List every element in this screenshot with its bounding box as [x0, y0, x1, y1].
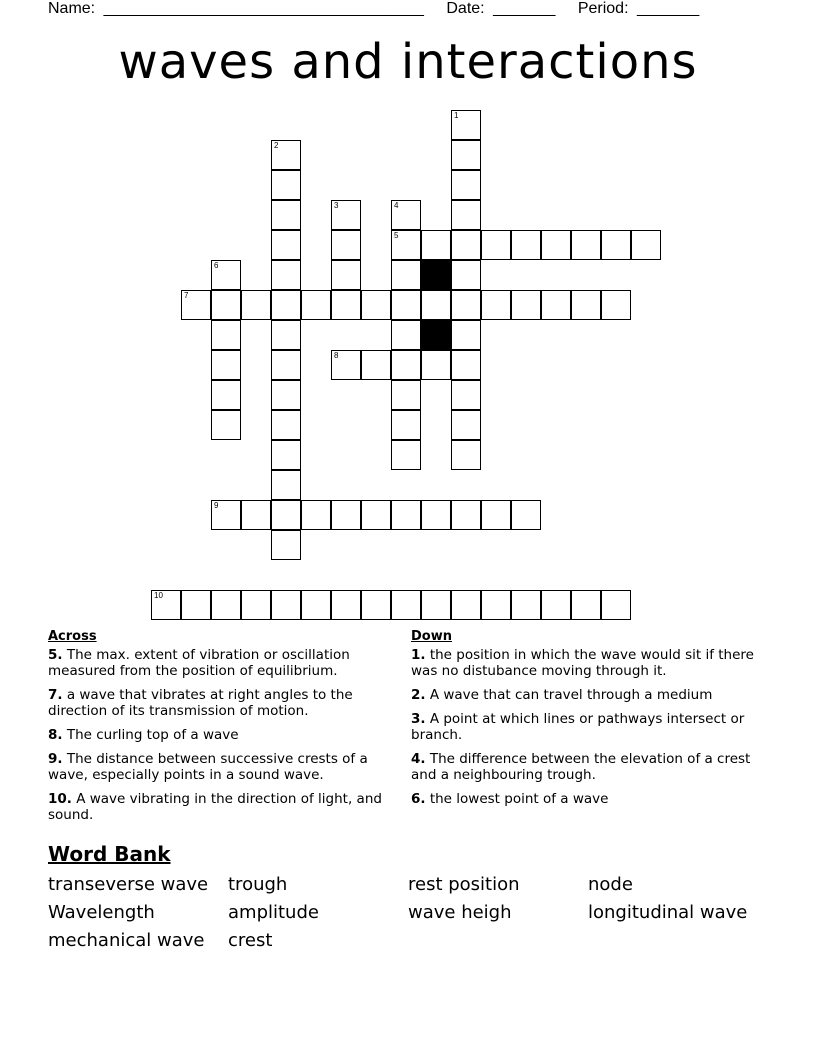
- crossword-cell[interactable]: [571, 290, 601, 320]
- across-clues: [48, 629, 393, 831]
- crossword-cell[interactable]: [421, 590, 451, 620]
- blocked-cell: [421, 260, 451, 290]
- crossword-cell[interactable]: [421, 350, 451, 380]
- crossword-cell[interactable]: [361, 350, 391, 380]
- crossword-cell[interactable]: [271, 500, 301, 530]
- crossword-cell[interactable]: [271, 410, 301, 440]
- crossword-cell[interactable]: [451, 410, 481, 440]
- crossword-cell[interactable]: [451, 350, 481, 380]
- crossword-cell[interactable]: [391, 440, 421, 470]
- word-bank-word: amplitude: [228, 902, 319, 923]
- crossword-cell[interactable]: [451, 230, 481, 260]
- word-bank-word: rest position: [408, 874, 520, 895]
- crossword-cell[interactable]: [391, 350, 421, 380]
- crossword-cell[interactable]: [361, 590, 391, 620]
- crossword-cell[interactable]: [271, 200, 301, 230]
- crossword-cell[interactable]: [451, 110, 481, 140]
- clue-number: 9: [214, 501, 219, 510]
- crossword-cell[interactable]: [241, 590, 271, 620]
- crossword-cell[interactable]: [361, 290, 391, 320]
- crossword-cell[interactable]: [391, 230, 421, 260]
- crossword-cell[interactable]: [331, 230, 361, 260]
- crossword-cell[interactable]: [481, 590, 511, 620]
- crossword-cell[interactable]: [331, 200, 361, 230]
- crossword-cell[interactable]: [331, 590, 361, 620]
- crossword-cell[interactable]: [331, 350, 361, 380]
- clue-number: 5: [394, 231, 399, 240]
- crossword-cell[interactable]: [271, 260, 301, 290]
- crossword-cell[interactable]: [451, 440, 481, 470]
- clue-down-3: 3. A point at which lines or pathways intersect or branch.: [411, 711, 745, 743]
- crossword-cell[interactable]: [301, 590, 331, 620]
- crossword-cell[interactable]: [571, 230, 601, 260]
- word-bank-word: transeverse wave: [48, 874, 209, 895]
- crossword-cell[interactable]: [391, 500, 421, 530]
- crossword-cell[interactable]: [391, 380, 421, 410]
- clue-number: 3: [334, 201, 339, 210]
- crossword-cell[interactable]: [211, 500, 241, 530]
- crossword-cell[interactable]: [271, 140, 301, 170]
- crossword-cell[interactable]: [451, 140, 481, 170]
- crossword-cell[interactable]: [271, 470, 301, 500]
- word-bank-word: crest: [228, 930, 273, 951]
- name-field[interactable]: ____________________________________: [103, 0, 424, 17]
- crossword-cell[interactable]: [451, 200, 481, 230]
- word-bank-word: Wavelength: [48, 902, 155, 923]
- crossword-cell[interactable]: [451, 590, 481, 620]
- crossword-cell[interactable]: [511, 230, 541, 260]
- across-heading: Across: [48, 629, 97, 644]
- crossword-cell[interactable]: [391, 200, 421, 230]
- crossword-cell[interactable]: [481, 290, 511, 320]
- crossword-cell[interactable]: [451, 170, 481, 200]
- crossword-cell[interactable]: [511, 500, 541, 530]
- crossword-cell[interactable]: [601, 590, 631, 620]
- crossword-cell[interactable]: [391, 590, 421, 620]
- crossword-cell[interactable]: [451, 380, 481, 410]
- crossword-cell[interactable]: [301, 290, 331, 320]
- date-field[interactable]: _______: [493, 0, 556, 17]
- crossword-cell[interactable]: [451, 260, 481, 290]
- crossword-cell[interactable]: [271, 530, 301, 560]
- crossword-cell[interactable]: [421, 230, 451, 260]
- crossword-cell[interactable]: [211, 380, 241, 410]
- crossword-cell[interactable]: [331, 260, 361, 290]
- crossword-cell[interactable]: [181, 290, 211, 320]
- crossword-cell[interactable]: [241, 500, 271, 530]
- crossword-cell[interactable]: [421, 290, 451, 320]
- clue-down-1: 1. the position in which the wave would sit if there was no distubance moving through it.: [411, 647, 754, 679]
- crossword-cell[interactable]: [571, 590, 601, 620]
- crossword-cell[interactable]: [271, 350, 301, 380]
- crossword-cell[interactable]: [451, 290, 481, 320]
- clue-down-6: 6. the lowest point of a wave: [411, 791, 609, 807]
- clue-number: 10: [154, 591, 163, 600]
- crossword-cell[interactable]: [541, 590, 571, 620]
- clue-number: 8: [334, 351, 339, 360]
- crossword-cell[interactable]: [481, 500, 511, 530]
- crossword-cell[interactable]: [601, 290, 631, 320]
- clue-across-9: 9. The distance between successive crests of a wave, especially points in a sound wave.: [48, 751, 368, 783]
- crossword-cell[interactable]: [241, 290, 271, 320]
- crossword-cell[interactable]: [211, 260, 241, 290]
- clue-across-5: 5. The max. extent of vibration or oscillation measured from the position of equilibrium.: [48, 647, 350, 679]
- crossword-cell[interactable]: [271, 590, 301, 620]
- down-heading: Down: [411, 629, 452, 644]
- crossword-cell[interactable]: [211, 410, 241, 440]
- name-label: Name:: [48, 0, 96, 17]
- crossword-cell[interactable]: [271, 170, 301, 200]
- down-clues: [411, 629, 761, 815]
- crossword-cell[interactable]: [421, 500, 451, 530]
- crossword-cell[interactable]: [211, 290, 241, 320]
- page-title: waves and interactions: [118, 34, 698, 90]
- crossword-cell[interactable]: [391, 320, 421, 350]
- crossword-cell[interactable]: [391, 290, 421, 320]
- clue-number: 6: [214, 261, 219, 270]
- clue-down-4: 4. The difference between the elevation of a crest and a neighbouring trough.: [411, 751, 751, 783]
- crossword-cell[interactable]: [271, 230, 301, 260]
- word-bank-word: longitudinal wave: [588, 902, 748, 923]
- crossword-cell[interactable]: [271, 320, 301, 350]
- word-bank-word: mechanical wave: [48, 930, 205, 951]
- clue-across-8: 8. The curling top of a wave: [48, 727, 239, 743]
- crossword-cell[interactable]: [331, 290, 361, 320]
- clue-number: 2: [274, 141, 279, 150]
- crossword-cell[interactable]: [271, 440, 301, 470]
- crossword-cell[interactable]: [481, 230, 511, 260]
- crossword-cell[interactable]: [211, 590, 241, 620]
- blocked-cell: [421, 320, 451, 350]
- crossword-cell[interactable]: [601, 230, 631, 260]
- crossword-cell[interactable]: [451, 320, 481, 350]
- crossword-cell[interactable]: [211, 320, 241, 350]
- crossword-cell[interactable]: [151, 590, 181, 620]
- crossword-cell[interactable]: [361, 500, 391, 530]
- clue-number: 7: [184, 291, 189, 300]
- crossword-cell[interactable]: [301, 500, 331, 530]
- clue-across-10: 10. A wave vibrating in the direction of light, and sound.: [48, 791, 382, 823]
- crossword-cell[interactable]: [331, 500, 361, 530]
- crossword-cell[interactable]: [391, 410, 421, 440]
- crossword-cell[interactable]: [271, 290, 301, 320]
- clue-number: 1: [454, 111, 459, 120]
- crossword-cell[interactable]: [181, 590, 211, 620]
- clue-down-2: 2. A wave that can travel through a medium: [411, 687, 713, 703]
- crossword-cell[interactable]: [541, 290, 571, 320]
- clue-number: 4: [394, 201, 399, 210]
- clue-across-7: 7. a wave that vibrates at right angles to the direction of its transmission of motion.: [48, 687, 353, 719]
- date-label: Date:: [446, 0, 485, 17]
- crossword-cell[interactable]: [511, 590, 541, 620]
- period-label: Period:: [577, 0, 629, 17]
- word-bank-word: node: [588, 874, 633, 895]
- word-bank-word: wave heigh: [408, 902, 512, 923]
- word-bank-word: trough: [228, 874, 288, 895]
- crossword-cell[interactable]: [211, 350, 241, 380]
- crossword-cell[interactable]: [631, 230, 661, 260]
- crossword-cell[interactable]: [391, 260, 421, 290]
- word-bank-title: Word Bank: [48, 842, 171, 866]
- crossword-cell[interactable]: [271, 380, 301, 410]
- crossword-cell[interactable]: [541, 230, 571, 260]
- crossword-cell[interactable]: [451, 500, 481, 530]
- crossword-cell[interactable]: [511, 290, 541, 320]
- period-field[interactable]: _______: [636, 0, 700, 17]
